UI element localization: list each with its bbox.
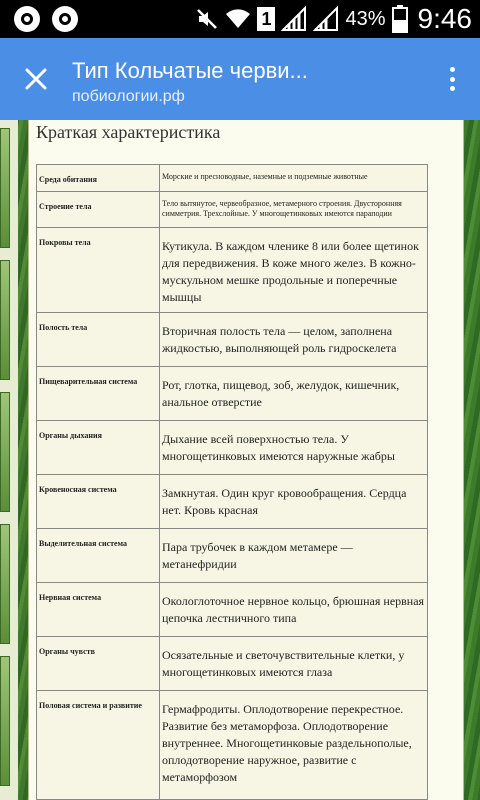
table-row <box>37 192 428 228</box>
app-notification-icon <box>14 6 40 32</box>
signal-icon <box>313 6 339 32</box>
table-row <box>37 367 428 421</box>
table-row <box>37 475 428 529</box>
table-row <box>37 691 428 800</box>
more-vert-icon <box>450 86 455 91</box>
row-value: Замкнутая. Один круг кровообращения. Сердца нет. Кровь красная <box>160 475 428 529</box>
table-row <box>37 421 428 475</box>
row-label: Строение тела <box>37 192 160 228</box>
row-value: Пара трубочек в каждом метамере — метанефридии <box>160 529 428 583</box>
section-heading: Краткая характеристика <box>36 122 221 142</box>
sidebar-thumbnail[interactable] <box>0 128 10 248</box>
battery-icon <box>392 5 408 33</box>
row-value: Гермафродиты. Оплодотворение перекрестное. Развитие без метаморфоза. Оплодотворение внутреннее. Многощетинковые раздельнополые, оплодотворение наружное, развитие с метаморфозом <box>160 691 428 800</box>
table-row <box>37 228 428 313</box>
close-icon <box>24 67 48 91</box>
table-row <box>37 529 428 583</box>
left-sidebar-strip <box>0 120 18 800</box>
row-label: Половая система и развитие <box>37 691 160 800</box>
row-label: Органы чувств <box>37 637 160 691</box>
row-label: Кровеносная система <box>37 475 160 529</box>
row-value: Морские и пресноводные, наземные и подземные животные <box>160 165 428 192</box>
row-value: Осязательные и светочувствительные клетки, у многощетинковых имеются глаза <box>160 637 428 691</box>
row-label: Среда обитания <box>37 165 160 192</box>
table-row <box>37 637 428 691</box>
row-label: Покровы тела <box>37 228 160 313</box>
table-row <box>37 313 428 367</box>
battery-percent: 43% <box>345 7 386 30</box>
row-label: Пищеварительная система <box>37 367 160 421</box>
row-value: Дыхание всей поверхностью тела. У многощетинковых имеются наружные жабры <box>160 421 428 475</box>
sidebar-thumbnail[interactable] <box>0 260 10 380</box>
row-value: Кутикула. В каждом членике 8 или более щетинок для передвижения. В коже много желез. В кожно-мускульном мешке продольные и поперечные мышцы <box>160 228 428 313</box>
app-notification-icon <box>52 6 78 32</box>
row-label: Полость тела <box>37 313 160 367</box>
mute-icon <box>195 7 219 31</box>
table-row <box>37 165 428 192</box>
wifi-icon <box>225 8 251 30</box>
more-options-button[interactable] <box>442 63 462 95</box>
sim-indicator: 1 <box>257 7 275 31</box>
characteristics-table <box>36 164 428 800</box>
row-value: Рот, глотка, пищевод, зоб, желудок, кишечник, анальное отверстие <box>160 367 428 421</box>
sidebar-thumbnail[interactable] <box>0 524 10 644</box>
signal-icon <box>281 6 307 32</box>
page-title: Тип Кольчатые черви... <box>72 58 308 83</box>
sidebar-thumbnail[interactable] <box>0 392 10 512</box>
row-label: Органы дыхания <box>37 421 160 475</box>
more-vert-icon <box>450 67 455 72</box>
row-label: Выделительная система <box>37 529 160 583</box>
more-vert-icon <box>450 77 455 82</box>
clock: 9:46 <box>417 3 472 34</box>
row-value: Вторичная полость тела — целом, заполнена жидкостью, выполняющей роль гидроскелета <box>160 313 428 367</box>
row-value: Окологлоточное нервное кольцо, брюшная нервная цепочка лестничного типа <box>160 583 428 637</box>
custom-tab-toolbar <box>0 38 480 120</box>
status-bar <box>0 0 480 38</box>
table-row <box>37 583 428 637</box>
page-url: побиологии.рф <box>72 88 185 105</box>
close-button[interactable] <box>14 57 58 101</box>
row-value: Тело вытянутое, червеобразное, метамерного строения. Двусторонняя симметрия. Трехслойные. У многощетинковых имеются параподии <box>160 192 428 228</box>
sidebar-thumbnail[interactable] <box>0 656 10 786</box>
row-label: Нервная система <box>37 583 160 637</box>
